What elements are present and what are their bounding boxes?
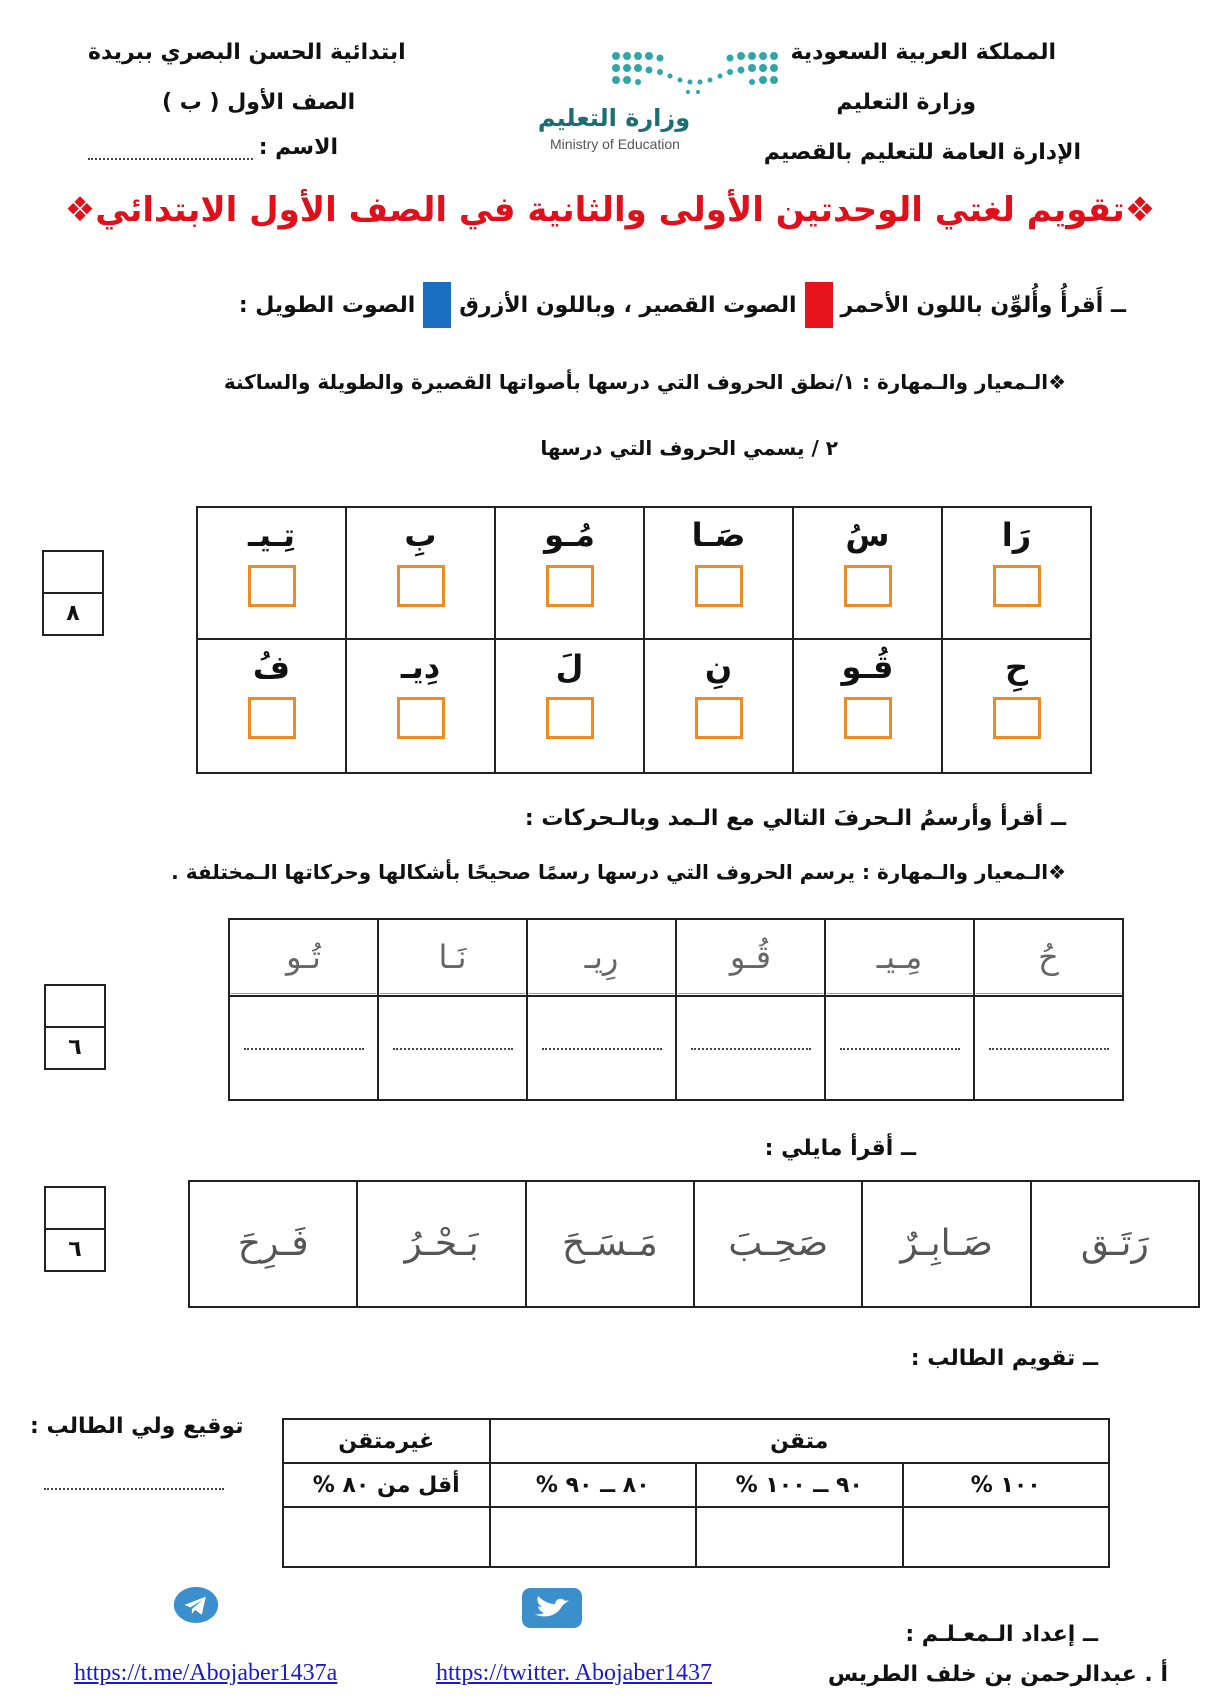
color-box[interactable] — [993, 697, 1041, 739]
color-box[interactable] — [844, 697, 892, 739]
name-label: الاسم : — [258, 135, 338, 160]
letter: صَـا — [691, 516, 746, 554]
telegram-link[interactable]: https://t.me/Abojaber1437a — [74, 1660, 338, 1686]
letter-cell — [793, 639, 942, 773]
letter: نِ — [704, 648, 733, 686]
word-cell — [526, 1181, 694, 1307]
band-80-90: ٨٠ ــ ٩٠ % — [490, 1463, 697, 1507]
letter: مُـو — [544, 516, 595, 554]
letter: تِـيـ — [248, 516, 295, 554]
trace-letter: مِـيـ — [827, 921, 972, 994]
telegram-icon[interactable] — [168, 1586, 224, 1632]
logo-arabic-text: وزارة التعليم — [537, 104, 691, 132]
instruction-part3: الصوت الطويل : — [238, 292, 416, 318]
write-cell[interactable] — [825, 996, 974, 1100]
write-line[interactable] — [989, 1048, 1109, 1050]
letter-cell — [793, 507, 942, 639]
letter-cell — [644, 507, 793, 639]
instruction-part1: ــ أَقرأُ وأُلوِّن باللون الأحمر — [840, 292, 1126, 318]
trace-cell — [378, 919, 527, 996]
write-line[interactable] — [691, 1048, 811, 1050]
page-title: ❖تقويم لغتي الوحدتين الأولى والثانية في الصف الأول الابتدائي❖ — [64, 190, 1156, 230]
section-3-heading: ــ أقرأ مايلي : — [764, 1136, 916, 1161]
word-cell — [862, 1181, 1030, 1307]
trace-letter: قُـو — [678, 921, 823, 994]
score-box-2 — [44, 984, 106, 1070]
letter-cell — [197, 507, 346, 639]
read-word: بَـحْـرُ — [404, 1223, 479, 1264]
trace-cell — [974, 919, 1123, 996]
write-cell[interactable] — [974, 996, 1123, 1100]
teacher-name: أ . عبدالرحمن بن خلف الطريس — [827, 1662, 1168, 1687]
read-word: مَـسَـحَ — [561, 1223, 658, 1264]
trace-letter: رِيـ — [529, 921, 674, 994]
color-box[interactable] — [546, 565, 594, 607]
guardian-signature-label: توقيع ولي الطالب : — [30, 1414, 244, 1439]
color-box[interactable] — [397, 697, 445, 739]
header-right-3: الإدارة العامة للتعليم بالقصيم — [763, 140, 1081, 165]
band-100: ١٠٠ % — [903, 1463, 1110, 1507]
eval-check-cell[interactable] — [903, 1507, 1110, 1567]
word-cell — [357, 1181, 525, 1307]
letter-cell — [346, 639, 495, 773]
section-2-heading: ــ أقرأ وأرسمُ الـحرفَ التالي مع الـمد وبالـحركات : — [524, 806, 1066, 831]
trace-letter: تُـو — [231, 921, 376, 994]
coloring-instruction — [239, 282, 1126, 328]
color-box[interactable] — [248, 565, 296, 607]
color-box[interactable] — [993, 565, 1041, 607]
trace-cell — [676, 919, 825, 996]
criteria-1-line1: ❖الـمعيار والـمهارة : ١/نطق الحروف التي درسها بأصواتها القصيرة والطويلة والساكنة — [223, 370, 1066, 394]
write-line[interactable] — [393, 1048, 513, 1050]
ministry-logo-icon — [610, 48, 780, 98]
letter: حِ — [1004, 648, 1029, 686]
letter: سُ — [845, 516, 890, 554]
logo-english-text: Ministry of Education — [550, 136, 680, 152]
score-box-3 — [44, 1186, 106, 1272]
letter-cell — [495, 507, 644, 639]
color-box[interactable] — [397, 565, 445, 607]
color-box[interactable] — [248, 697, 296, 739]
color-box[interactable] — [844, 565, 892, 607]
color-box[interactable] — [695, 697, 743, 739]
letter: قُـو — [841, 648, 894, 686]
letters-writing-table — [228, 918, 1124, 1101]
red-swatch — [805, 282, 833, 328]
score-total: ٦ — [68, 1237, 82, 1262]
trace-letter: حُ — [976, 921, 1121, 994]
letter-cell — [942, 507, 1091, 639]
evaluation-table — [282, 1418, 1110, 1568]
color-box[interactable] — [695, 565, 743, 607]
criteria-1-line2: ٢ / يسمي الحروف التي درسها — [540, 436, 838, 460]
score-total: ٦ — [68, 1035, 82, 1060]
guardian-signature-line[interactable] — [44, 1488, 224, 1490]
instruction-part2: الصوت القصير ، وباللون الأزرق — [459, 292, 797, 318]
write-line[interactable] — [542, 1048, 662, 1050]
letter-cell — [495, 639, 644, 773]
word-cell — [189, 1181, 357, 1307]
letter: بِ — [404, 516, 437, 554]
trace-letter: نَـا — [380, 921, 525, 994]
letter: رَا — [1001, 516, 1032, 554]
header-left-2: الصف الأول ( ب ) — [162, 90, 356, 115]
not-mastered-header: غيرمتقن — [283, 1419, 490, 1463]
letters-coloring-table — [196, 506, 1092, 774]
write-cell[interactable] — [378, 996, 527, 1100]
score-blank[interactable] — [46, 986, 104, 1028]
read-word: صَـابِـرٌ — [900, 1223, 993, 1264]
mastered-header: متقن — [490, 1419, 1110, 1463]
write-cell[interactable] — [229, 996, 378, 1100]
teacher-label: ــ إعداد الـمعـلـم : — [905, 1622, 1098, 1647]
word-cell — [1031, 1181, 1199, 1307]
eval-check-cell[interactable] — [490, 1507, 697, 1567]
header-right-2: وزارة التعليم — [836, 90, 976, 115]
write-line[interactable] — [244, 1048, 364, 1050]
header-right-1: المملكة العربية السعودية — [790, 40, 1056, 65]
write-cell[interactable] — [676, 996, 825, 1100]
read-word: فَـرِحَ — [237, 1223, 309, 1264]
trace-cell — [527, 919, 676, 996]
name-dots — [88, 158, 253, 160]
read-word: رَتَـق — [1080, 1223, 1149, 1264]
band-below-80: أقل من ٨٠ % — [283, 1463, 490, 1507]
eval-check-cell[interactable] — [283, 1507, 490, 1567]
name-line — [88, 135, 338, 160]
word-cell — [694, 1181, 862, 1307]
score-box-1 — [42, 550, 104, 636]
letter-cell — [197, 639, 346, 773]
read-word: صَحِـبَ — [728, 1223, 829, 1264]
trace-cell — [825, 919, 974, 996]
letter-cell — [942, 639, 1091, 773]
letter-cell — [644, 639, 793, 773]
color-box[interactable] — [546, 697, 594, 739]
write-line[interactable] — [840, 1048, 960, 1050]
blue-swatch — [423, 282, 451, 328]
band-90-100: ٩٠ ــ ١٠٠ % — [696, 1463, 903, 1507]
reading-words-table — [188, 1180, 1200, 1308]
letter: لَ — [555, 648, 584, 686]
trace-cell — [229, 919, 378, 996]
evaluation-heading: ــ تقويم الطالب : — [910, 1346, 1098, 1371]
header-left-1: ابتدائية الحسن البصري ببريدة — [88, 40, 406, 65]
score-total: ٨ — [66, 601, 80, 626]
twitter-icon[interactable] — [522, 1588, 582, 1628]
eval-check-cell[interactable] — [696, 1507, 903, 1567]
score-blank[interactable] — [44, 552, 102, 594]
letter: فُ — [252, 648, 291, 686]
section-2-criteria: ❖الـمعيار والـمهارة : يرسم الحروف التي درسها رسمًا صحيحًا بأشكالها وحركاتها الـمختلفة . — [171, 860, 1066, 884]
write-cell[interactable] — [527, 996, 676, 1100]
letter-cell — [346, 507, 495, 639]
letter: دِيـ — [400, 648, 441, 686]
twitter-link[interactable]: https://twitter. Abojaber1437 — [436, 1660, 712, 1686]
score-blank[interactable] — [46, 1188, 104, 1230]
